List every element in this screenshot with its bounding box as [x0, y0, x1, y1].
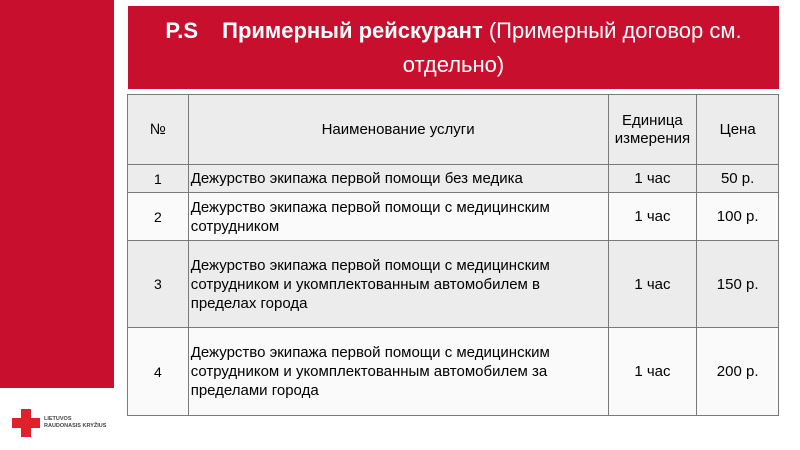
- service-price: 150 р.: [697, 241, 779, 328]
- column-header-unit: Единица измерения: [608, 95, 697, 165]
- row-number: 1: [128, 165, 189, 193]
- column-header-number: №: [128, 95, 189, 165]
- title-note: (Примерный договор см. отдельно): [402, 17, 742, 77]
- table-row: [128, 328, 779, 416]
- column-header-service: Наименование услуги: [188, 95, 608, 165]
- service-name: Дежурство экипажа первой помощи с медицинским сотрудником: [188, 193, 608, 241]
- title-prefix: P.S: [165, 17, 199, 43]
- page-title: [154, 14, 754, 82]
- service-name: Дежурство экипажа первой помощи без медика: [188, 165, 608, 193]
- service-price: 50 р.: [697, 165, 779, 193]
- logo-line-1: LIETUVOS: [44, 416, 72, 422]
- table-row: [128, 241, 779, 328]
- title-main: Примерный рейскурант: [222, 17, 483, 43]
- left-accent-bar: [0, 0, 114, 388]
- table-row: [128, 165, 779, 193]
- table-row: [128, 193, 779, 241]
- row-number: 3: [128, 241, 189, 328]
- service-unit: 1 час: [608, 328, 697, 416]
- service-price: 200 р.: [697, 328, 779, 416]
- red-cross-logo: [12, 406, 106, 440]
- row-number: 2: [128, 193, 189, 241]
- row-number: 4: [128, 328, 189, 416]
- service-unit: 1 час: [608, 165, 697, 193]
- red-cross-icon: [12, 409, 40, 437]
- column-header-price: Цена: [697, 95, 779, 165]
- price-table: [127, 94, 779, 416]
- service-name: Дежурство экипажа первой помощи с медицинским сотрудником и укомплектованным автомобилем в пределах города: [188, 241, 608, 328]
- title-banner: [128, 6, 779, 89]
- service-unit: 1 час: [608, 193, 697, 241]
- service-unit: 1 час: [608, 241, 697, 328]
- logo-text: [44, 416, 106, 430]
- service-name: Дежурство экипажа первой помощи с медицинским сотрудником и укомплектованным автомобилем за пределами города: [188, 328, 608, 416]
- table-header-row: [128, 95, 779, 165]
- logo-line-2: RAUDONASIS KRYŽIUS: [44, 423, 107, 429]
- service-price: 100 р.: [697, 193, 779, 241]
